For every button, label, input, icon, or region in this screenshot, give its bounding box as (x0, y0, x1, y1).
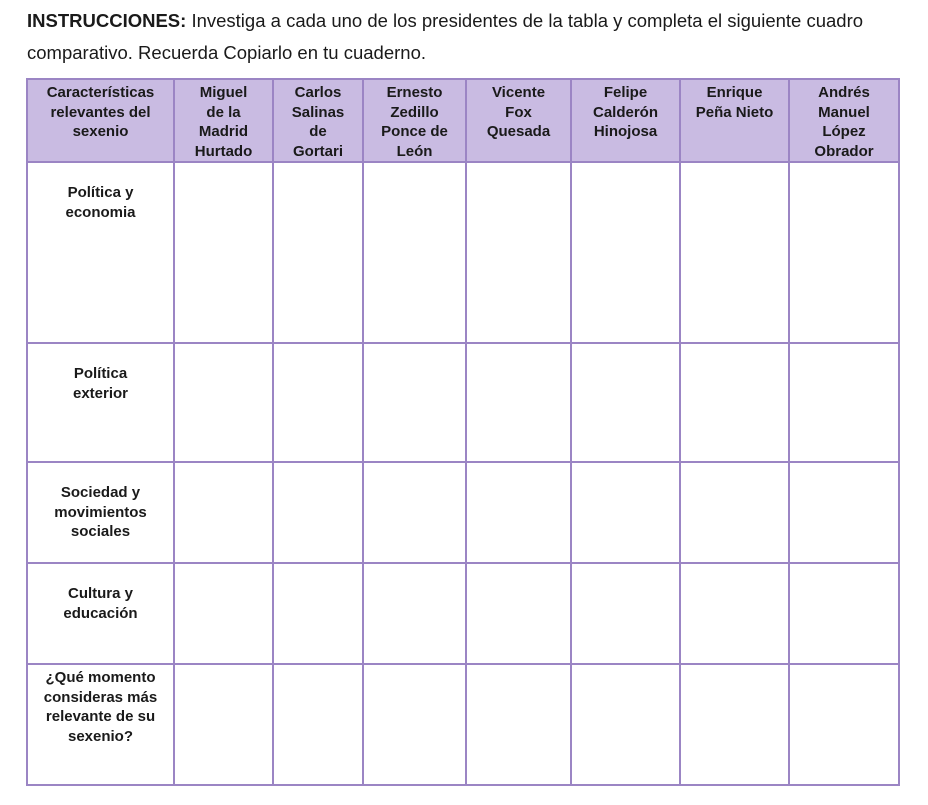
president-name: Andrés Manuel López Obrador (814, 84, 874, 160)
row-header-cell (27, 462, 174, 563)
president-header-cell (273, 79, 363, 162)
answer-cell[interactable] (571, 343, 680, 462)
president-header-cell (680, 79, 789, 162)
answer-cell[interactable] (680, 343, 789, 462)
answer-cell[interactable] (273, 162, 363, 343)
answer-cell[interactable] (680, 664, 789, 785)
answer-cell[interactable] (466, 162, 571, 343)
president-name: Enrique Peña Nieto (695, 84, 774, 121)
answer-cell[interactable] (466, 664, 571, 785)
answer-cell[interactable] (363, 664, 466, 785)
answer-cell[interactable] (174, 563, 273, 664)
answer-cell[interactable] (789, 162, 899, 343)
answer-cell[interactable] (571, 563, 680, 664)
instructions (27, 5, 907, 69)
answer-cell[interactable] (571, 162, 680, 343)
header-row (27, 79, 899, 162)
president-name: Vicente Fox Quesada (486, 84, 551, 140)
answer-cell[interactable] (466, 563, 571, 664)
comparison-table (26, 78, 900, 786)
row-label: Sociedad y movimientos sociales (54, 484, 147, 540)
row-header-cell (27, 563, 174, 664)
answer-cell[interactable] (571, 664, 680, 785)
answer-cell[interactable] (273, 563, 363, 664)
president-name: Ernesto Zedillo Ponce de León (381, 84, 448, 160)
instructions-heading: INSTRUCCIONES: (27, 10, 187, 31)
table-row (27, 664, 899, 785)
table-row (27, 462, 899, 563)
president-header-cell (789, 79, 899, 162)
answer-cell[interactable] (789, 343, 899, 462)
answer-cell[interactable] (680, 162, 789, 343)
row-label: Política y economia (65, 184, 136, 221)
president-name: Carlos Salinas de Gortari (291, 84, 345, 160)
president-name: Felipe Calderón Hinojosa (592, 84, 658, 140)
corner-header-cell (27, 79, 174, 162)
answer-cell[interactable] (789, 664, 899, 785)
table-row (27, 563, 899, 664)
answer-cell[interactable] (273, 343, 363, 462)
president-header-cell (174, 79, 273, 162)
row-label: Cultura y educación (63, 585, 138, 622)
row-header-cell (27, 162, 174, 343)
answer-cell[interactable] (273, 462, 363, 563)
row-label: Política exterior (72, 365, 129, 402)
answer-cell[interactable] (363, 563, 466, 664)
answer-cell[interactable] (174, 462, 273, 563)
president-header-cell (363, 79, 466, 162)
answer-cell[interactable] (174, 162, 273, 343)
answer-cell[interactable] (363, 462, 466, 563)
answer-cell[interactable] (174, 664, 273, 785)
answer-cell[interactable] (363, 343, 466, 462)
answer-cell[interactable] (174, 343, 273, 462)
answer-cell[interactable] (466, 462, 571, 563)
answer-cell[interactable] (363, 162, 466, 343)
corner-header-label: Características relevantes del sexenio (46, 84, 155, 140)
row-header-cell (27, 343, 174, 462)
row-header-cell (27, 664, 174, 785)
answer-cell[interactable] (789, 563, 899, 664)
row-label: ¿Qué momento consideras más relevante de su sexenio? (43, 669, 158, 745)
instructions-text: Investiga a cada uno de los presidentes de la tabla y completa el siguiente cuadro comparativo. Recuerda Copiarlo en tu cuaderno. (27, 10, 864, 63)
president-header-cell (571, 79, 680, 162)
president-header-cell (466, 79, 571, 162)
table-row (27, 162, 899, 343)
answer-cell[interactable] (789, 462, 899, 563)
answer-cell[interactable] (273, 664, 363, 785)
answer-cell[interactable] (571, 462, 680, 563)
answer-cell[interactable] (466, 343, 571, 462)
answer-cell[interactable] (680, 462, 789, 563)
answer-cell[interactable] (680, 563, 789, 664)
president-name: Miguel de la Madrid Hurtado (194, 84, 253, 160)
table-row (27, 343, 899, 462)
